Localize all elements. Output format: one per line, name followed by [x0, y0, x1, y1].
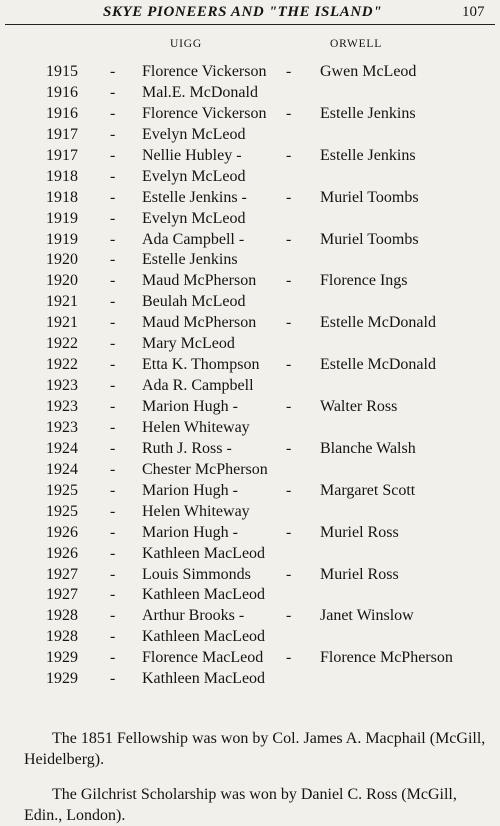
table-row [0, 209, 500, 230]
year-cell: 1924 [46, 460, 78, 478]
table-row [0, 439, 500, 460]
table-row [0, 334, 500, 355]
year-cell: 1923 [46, 418, 78, 436]
separator-dash: - [110, 418, 116, 436]
orwell-name-cell: Muriel Ross [320, 523, 399, 541]
separator-dash: - [110, 607, 116, 625]
table-row [0, 418, 500, 439]
table-row [0, 627, 500, 648]
orwell-name-cell: Janet Winslow [320, 607, 414, 625]
separator-dash: - [110, 272, 116, 290]
uigg-name-cell: Etta K. Thompson [142, 356, 260, 374]
running-title: SKYE PIONEERS AND "THE ISLAND" [103, 4, 383, 20]
uigg-name-cell: Estelle Jenkins - [142, 188, 247, 206]
year-cell: 1923 [46, 398, 78, 415]
table-row [0, 292, 500, 313]
orwell-name-cell: Estelle Jenkins [320, 104, 416, 122]
uigg-name-cell: Evelyn McLeod [142, 209, 246, 227]
separator-dash: - [286, 356, 292, 374]
separator-dash: - [286, 63, 292, 80]
uigg-name-cell: Estelle Jenkins [142, 251, 238, 269]
year-cell: 1929 [46, 670, 78, 688]
year-cell: 1920 [46, 272, 78, 290]
separator-dash: - [286, 439, 292, 457]
page-header [0, 2, 500, 26]
separator-dash: - [110, 146, 116, 164]
separator-dash: - [110, 335, 116, 353]
separator-dash: - [110, 188, 116, 206]
year-cell: 1927 [46, 586, 78, 604]
uigg-name-cell: Ruth J. Ross - [142, 439, 232, 457]
year-cell: 1925 [46, 481, 78, 499]
separator-dash: - [286, 314, 292, 332]
uigg-name-cell: Florence MacLeod [142, 649, 264, 667]
separator-dash: - [110, 460, 116, 478]
table-row [0, 376, 500, 397]
year-cell: 1926 [46, 523, 78, 541]
orwell-name-cell: Walter Ross [320, 398, 398, 415]
uigg-name-cell: Kathleen MacLeod [142, 670, 266, 688]
separator-dash: - [286, 481, 292, 499]
table-row [0, 397, 500, 418]
uigg-name-cell: Helen Whiteway [142, 502, 250, 520]
table-row [0, 355, 500, 376]
year-cell: 1922 [46, 335, 78, 353]
table-row [0, 250, 500, 271]
separator-dash: - [110, 586, 116, 604]
separator-dash: - [286, 398, 292, 415]
year-cell: 1924 [46, 439, 78, 457]
separator-dash: - [110, 167, 116, 185]
orwell-name-cell: Blanche Walsh [320, 439, 416, 457]
orwell-name-cell: Estelle McDonald [320, 314, 436, 332]
year-cell: 1918 [46, 188, 78, 206]
separator-dash: - [110, 502, 116, 520]
uigg-name-cell: Mary McLeod [142, 335, 235, 353]
uigg-name-cell: Evelyn McLeod [142, 125, 246, 143]
separator-dash: - [110, 649, 116, 667]
year-cell: 1923 [46, 377, 78, 395]
year-cell: 1921 [46, 314, 78, 332]
year-cell: 1927 [46, 565, 78, 583]
orwell-name-cell: Florence McPherson [320, 649, 453, 667]
year-cell: 1917 [46, 125, 78, 143]
orwell-name-cell: Muriel Toombs [320, 188, 419, 206]
year-cell: 1928 [46, 628, 78, 646]
orwell-name-cell: Muriel Toombs [320, 230, 419, 248]
uigg-name-cell: Florence Vickerson [142, 104, 267, 122]
separator-dash: - [110, 481, 116, 499]
table-row [0, 146, 500, 167]
uigg-name-cell: Nellie Hubley - [142, 146, 242, 164]
separator-dash: - [110, 83, 116, 101]
uigg-name-cell: Florence Vickerson [142, 63, 267, 80]
column-header-uigg: UIGG [170, 38, 202, 50]
uigg-name-cell: Arthur Brooks - [142, 607, 245, 625]
uigg-name-cell: Ada R. Campbell [142, 377, 254, 395]
separator-dash: - [110, 628, 116, 646]
uigg-name-cell: Marion Hugh - [142, 481, 238, 499]
separator-dash: - [286, 146, 292, 164]
table-row [0, 104, 500, 125]
year-cell: 1919 [46, 209, 78, 227]
table-row [0, 585, 500, 606]
orwell-name-cell: Gwen McLeod [320, 63, 417, 80]
orwell-name-cell: Margaret Scott [320, 481, 416, 499]
separator-dash: - [110, 565, 116, 583]
table-row [0, 460, 500, 481]
year-cell: 1929 [46, 649, 78, 667]
separator-dash: - [110, 544, 116, 562]
separator-dash: - [286, 565, 292, 583]
uigg-name-cell: Ada Campbell - [142, 230, 245, 248]
table-row [0, 271, 500, 292]
separator-dash: - [286, 188, 292, 206]
separator-dash: - [110, 104, 116, 122]
separator-dash: - [286, 649, 292, 667]
table-row [0, 481, 500, 502]
uigg-name-cell: Mal.E. McDonald [142, 83, 258, 101]
table-row [0, 565, 500, 586]
uigg-name-cell: Louis Simmonds [142, 565, 251, 583]
separator-dash: - [110, 356, 116, 374]
separator-dash: - [110, 314, 116, 332]
orwell-name-cell: Florence Ings [320, 272, 408, 290]
year-cell: 1916 [46, 83, 78, 101]
separator-dash: - [110, 377, 116, 395]
table-row [0, 188, 500, 209]
year-cell: 1928 [46, 607, 78, 625]
separator-dash: - [286, 272, 292, 290]
table-row [0, 606, 500, 627]
table-row [0, 669, 500, 690]
separator-dash: - [286, 523, 292, 541]
uigg-name-cell: Maud McPherson [142, 272, 257, 290]
separator-dash: - [110, 523, 116, 541]
separator-dash: - [110, 398, 116, 415]
year-cell: 1917 [46, 146, 78, 164]
year-cell: 1922 [46, 356, 78, 374]
year-cell: 1916 [46, 104, 78, 122]
uigg-name-cell: Marion Hugh - [142, 398, 238, 415]
table-row [0, 523, 500, 544]
separator-dash: - [110, 251, 116, 269]
uigg-name-cell: Marion Hugh - [142, 523, 238, 541]
year-cell: 1926 [46, 544, 78, 562]
uigg-name-cell: Kathleen MacLeod [142, 586, 266, 604]
separator-dash: - [110, 125, 116, 143]
separator-dash: - [110, 209, 116, 227]
table-row [0, 230, 500, 251]
table-row [0, 544, 500, 565]
separator-dash: - [286, 607, 292, 625]
uigg-name-cell: Evelyn McLeod [142, 167, 246, 185]
uigg-name-cell: Maud McPherson [142, 314, 257, 332]
year-cell: 1925 [46, 502, 78, 520]
year-cell: 1918 [46, 167, 78, 185]
table-row [0, 125, 500, 146]
separator-dash: - [286, 230, 292, 248]
uigg-name-cell: Beulah McLeod [142, 293, 246, 311]
uigg-name-cell: Kathleen MacLeod [142, 628, 266, 646]
orwell-name-cell: Estelle McDonald [320, 356, 436, 374]
separator-dash: - [110, 63, 116, 80]
uigg-name-cell: Helen Whiteway [142, 418, 250, 436]
uigg-name-cell: Kathleen MacLeod [142, 544, 266, 562]
uigg-name-cell: Chester McPherson [142, 460, 268, 478]
table-row [0, 62, 500, 83]
year-cell: 1920 [46, 251, 78, 269]
orwell-name-cell: Muriel Ross [320, 565, 399, 583]
year-cell: 1919 [46, 230, 78, 248]
separator-dash: - [110, 670, 116, 688]
separator-dash: - [110, 439, 116, 457]
table-row [0, 313, 500, 334]
table-row [0, 502, 500, 523]
orwell-name-cell: Estelle Jenkins [320, 146, 416, 164]
scholars-table [0, 62, 500, 690]
table-row [0, 83, 500, 104]
scholarship-paragraph: The Gilchrist Scholarship was won by Daniel C. Ross (McGill, Edin., London). [24, 786, 457, 824]
fellowship-paragraph: The 1851 Fellowship was won by Col. James A. Macphail (McGill, Heidelberg). [24, 730, 486, 768]
page-number: 107 [462, 4, 485, 20]
header-rule [5, 24, 495, 25]
year-cell: 1915 [46, 63, 78, 80]
year-cell: 1921 [46, 293, 78, 311]
table-row [0, 648, 500, 669]
table-row [0, 167, 500, 188]
separator-dash: - [110, 293, 116, 311]
column-header-orwell: ORWELL [330, 38, 383, 50]
separator-dash: - [110, 230, 116, 248]
separator-dash: - [286, 104, 292, 122]
